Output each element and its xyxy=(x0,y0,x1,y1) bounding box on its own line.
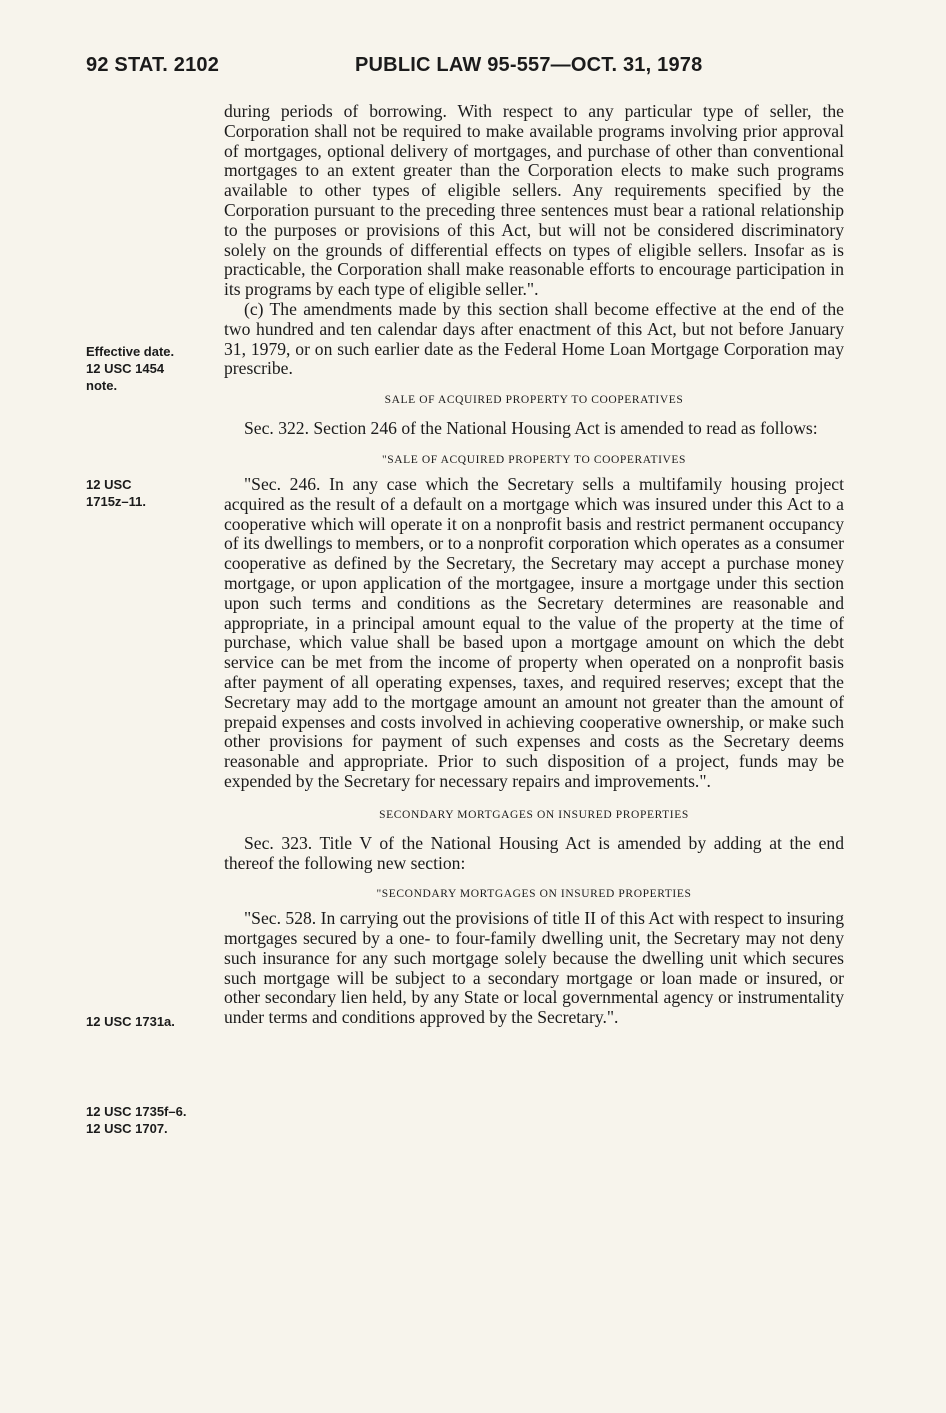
margin-note-sec-528: 12 USC 1735f–6. 12 USC 1707. xyxy=(86,1104,187,1136)
section-heading-322: SALE OF ACQUIRED PROPERTY TO COOPERATIVES xyxy=(384,394,684,407)
law-title: PUBLIC LAW 95-557—OCT. 31, 1978 xyxy=(355,54,703,76)
paragraph-c: (c) The amendments made by this section shall become effective at the end of the two hundred and ten calendar days after enactment of this Act, but not before January 31, 1979, or on such earlier date as the Federal Home Loan Mortgage Corporation may prescribe. xyxy=(224,298,844,379)
quoted-heading-528: "SECONDARY MORTGAGES ON INSURED PROPERTIES xyxy=(376,888,692,901)
quoted-heading-246: "SALE OF ACQUIRED PROPERTY TO COOPERATIVES xyxy=(381,453,687,466)
paragraph-continued: during periods of borrowing. With respect to any particular type of seller, the Corporation shall not be required to make available programs involving prior approval of mortgages, optional delivery of mortgages, and purchase of other than conventional mortgages to an extent greater than the Corporation elects to make such programs available to other types of eligible sellers. Any requirements specified by the Corporation pursuant to the preceding three sentences must bear a rational relationship to the purposes or provisions of this Act, but will not be considered discriminatory solely on the grounds of differential effects on types of eligible sellers. Insofar as is practicable, the Corporation shall make reasonable efforts to encourage participation in its programs by each type of eligible seller.". xyxy=(224,101,844,300)
section-246: "Sec. 246. In any case which the Secretary sells a multifamily housing project acquired as the result of a default on a mortgage which was insured under this Act to a cooperative which will operate it on a nonprofit basis and restrict permanent occupancy of its dwellings to members, or to a nonprofit corporation which operates as a consumer cooperative as defined by the Secretary, the Secretary may accept a purchase money mortgage, or upon application of the mortgagee, insure a mortgage under this section upon such terms and conditions as the Secretary determines are reasonable and appropriate, in a principal amount equal to the value of the property at the time of purchase, which value shall be based upon a mortgage amount on which the debt service can be met from the income of property when operated on a nonprofit basis after payment of all operating expenses, taxes, and required reserves; except that the Secretary may add to the mortgage amount an amount not greater than the amount of prepaid expenses and costs involved in achieving cooperative ownership, or make such other provisions for payment of such expenses and costs as the Secretary deems reasonable and appropriate. Prior to such disposition of a project, funds may be expended by the Secretary for necessary repairs and improvements.". xyxy=(224,473,844,791)
margin-note-sec-322: 12 USC 1715z–11. xyxy=(86,477,147,509)
section-heading-323: SECONDARY MORTGAGES ON INSURED PROPERTIES xyxy=(379,808,689,821)
body-text xyxy=(224,102,844,1028)
section-323: Sec. 323. Title V of the National Housing Act is amended by adding at the end thereof the following new section: xyxy=(224,832,844,873)
page-citation: 92 STAT. 2102 xyxy=(86,54,220,76)
margin-note-sec-323: 12 USC 1731a. xyxy=(86,1014,175,1029)
section-322: Sec. 322. Section 246 of the National Housing Act is amended to read as follows: xyxy=(244,418,818,439)
margin-note-effective-date: Effective date. 12 USC 1454 note. xyxy=(86,344,175,393)
section-528: "Sec. 528. In carrying out the provisions of title II of this Act with respect to insuring mortgages secured by a one- to four-family dwelling unit, the Secretary may not deny such insurance for any such mortgage solely because the dwelling unit which secures such mortgage will be subject to a secondary mortgage or loan made or insured, or other secondary lien held, by any State or local governmental agency or instrumentality under terms and conditions approved by the Secretary.". xyxy=(224,908,844,1028)
